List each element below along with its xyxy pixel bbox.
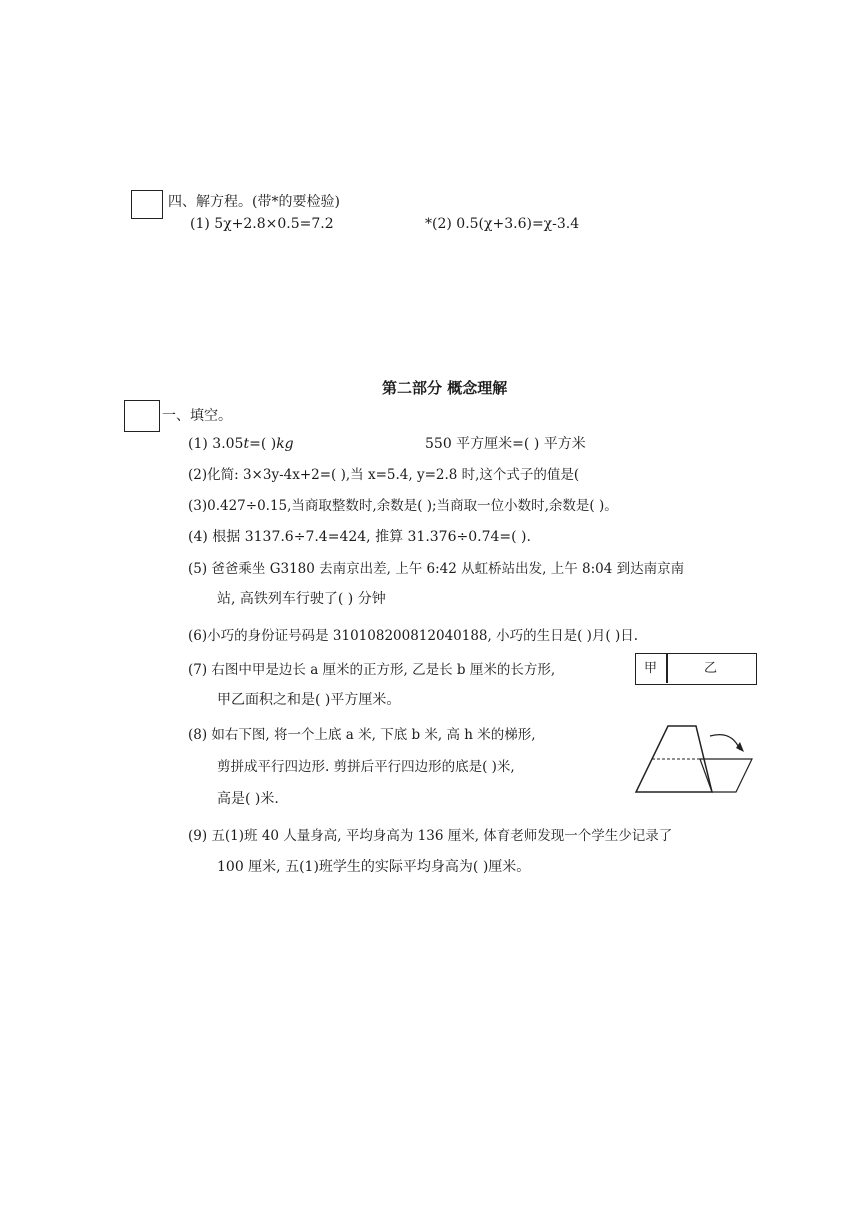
question-2: (2)化简: 3×3y-4x+2=( ),当 x=5.4, y=2.8 时,这个式子的值是( [188, 467, 580, 483]
question-8-line1: (8) 如右下图, 将一个上底 a 米, 下底 b 米, 高 h 米的梯形, [188, 727, 536, 743]
question-1a [188, 435, 294, 453]
question-9-line1: (9) 五(1)班 40 人量身高, 平均身高为 136 厘米, 体育老师发现一个学生少记录了 [188, 828, 673, 844]
score-box-part2 [124, 400, 160, 432]
score-box-part4 [131, 190, 163, 219]
part4-heading: 四、解方程。(带*的要检验) [168, 194, 340, 210]
question-8-line2: 剪拼成平行四边形. 剪拼后平行四边形的底是( )米, [217, 759, 515, 775]
question-7-line1: (7) 右图中甲是边长 a 厘米的正方形, 乙是长 b 厘米的长方形, [188, 662, 556, 678]
question-5-line1: (5) 爸爸乘坐 G3180 去南京出差, 上午 6:42 从虹桥站出发, 上午 8:04 到达南京南 [188, 561, 685, 577]
equation-1: (1) 5χ+2.8×0.5=7.2 [190, 216, 334, 232]
question-6: (6)小巧的身份证号码是 310108200812040188, 小巧的生日是( )月( )日. [188, 628, 639, 644]
question-7-line2: 甲乙面积之和是( )平方厘米。 [217, 692, 401, 708]
q7-figure [635, 653, 757, 685]
q1a-prefix: (1) 3.05 [188, 436, 244, 452]
part2-title: 第二部分 概念理解 [382, 379, 508, 397]
question-3: (3)0.427÷0.15,当商取整数时,余数是( );当商取一位小数时,余数是( )。 [188, 498, 618, 514]
q1a-kg: kg [276, 436, 294, 452]
q7-figure-divider [666, 654, 668, 683]
q7-figure-yi: 乙 [704, 661, 718, 676]
equation-2: *(2) 0.5(χ+3.6)=χ-3.4 [425, 216, 580, 232]
question-5-line2: 站, 高铁列车行驶了( ) 分钟 [217, 591, 386, 607]
q7-figure-jia: 甲 [644, 661, 658, 676]
q1a-middle: =( ) [249, 436, 277, 452]
question-1b: 550 平方厘米=( ) 平方米 [425, 436, 586, 452]
question-9-line2: 100 厘米, 五(1)班学生的实际平均身高为( )厘米。 [217, 859, 531, 875]
q8-trapezoid-figure [632, 722, 762, 797]
question-8-line3: 高是( )米. [217, 791, 279, 807]
question-4: (4) 根据 3137.6÷7.4=424, 推算 31.376÷0.74=( ). [188, 529, 531, 545]
q1a-unit: t [243, 436, 250, 452]
section-fill-blank: 一、填空。 [162, 408, 232, 424]
